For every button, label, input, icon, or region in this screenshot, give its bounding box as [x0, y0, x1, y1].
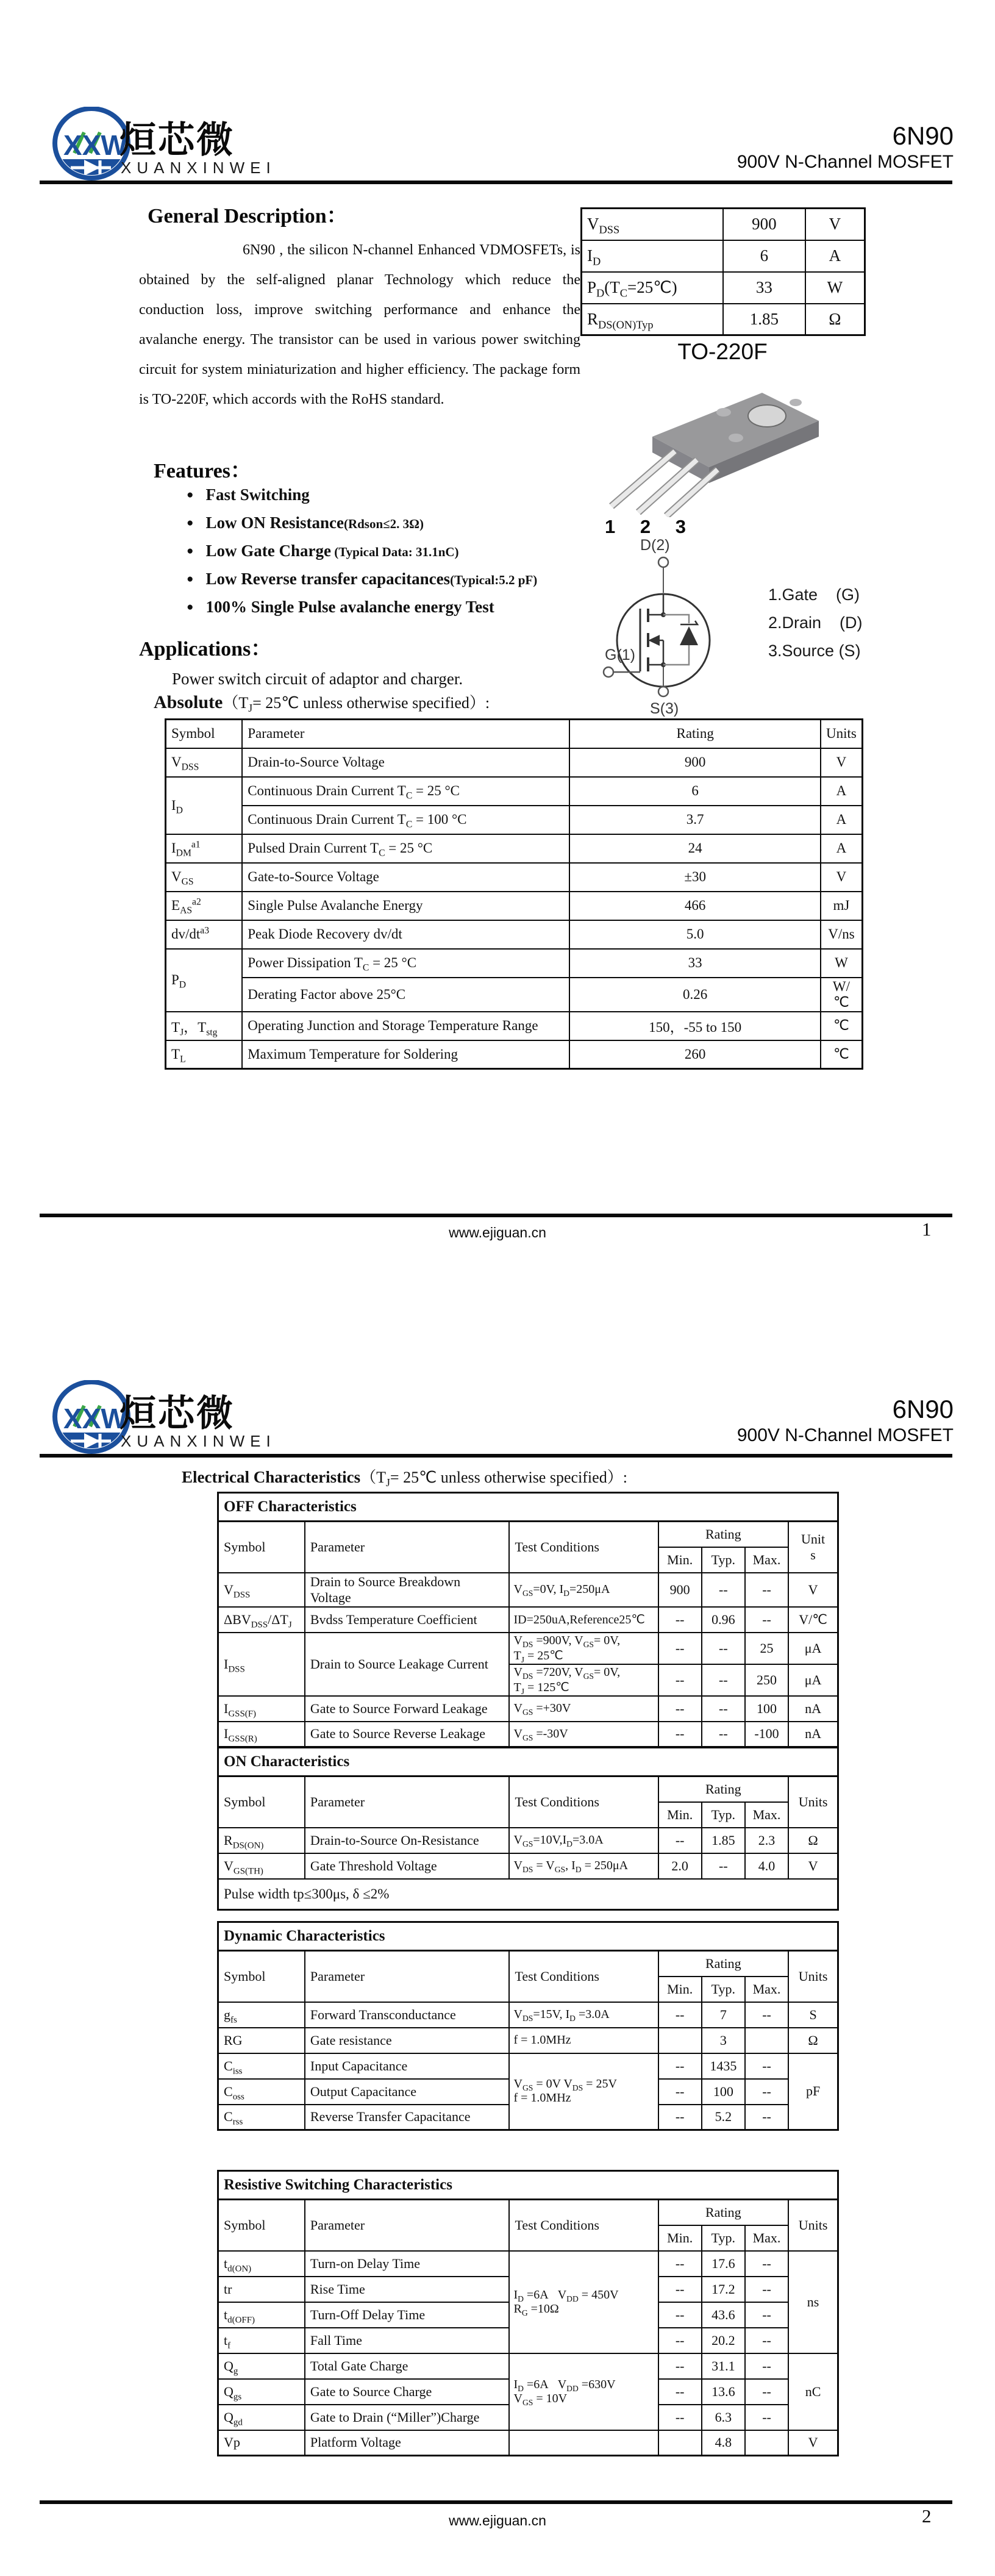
table-cell: --	[658, 1633, 702, 1664]
table-cell: Reverse Transfer Capacitance	[305, 2105, 510, 2130]
table-cell: Fall Time	[305, 2328, 510, 2353]
table-cell: --	[745, 2053, 788, 2079]
footer-divider	[40, 2500, 952, 2504]
table-cell: Max.	[745, 1802, 788, 1828]
table-cell: V/ns	[821, 920, 863, 949]
table-cell: Rating	[658, 2200, 789, 2225]
table-cell: 900	[569, 748, 820, 777]
table-cell: --	[702, 1633, 745, 1664]
table-cell: $V_{DS}=15V$, $I_D =3.0A$	[509, 2002, 658, 2028]
table-cell: --	[658, 2302, 702, 2328]
table-cell: 100	[702, 2079, 745, 2105]
table-cell: --	[658, 2002, 702, 2028]
table-cell: 900	[658, 1573, 702, 1607]
table-section-title: Resistive Switching Characteristics	[218, 2171, 838, 2200]
table-cell: --	[745, 2405, 788, 2430]
table-cell: Min.	[658, 1977, 702, 2002]
bullet-icon: ●	[187, 517, 194, 529]
page-number: 1	[922, 1218, 932, 1240]
pin-description: 2.Drain (D)	[768, 614, 863, 632]
table-cell: $C_{iss}$	[218, 2053, 305, 2079]
table-cell: --	[658, 2053, 702, 2079]
feature-item: ● Low Reverse transfer capacitances(Typical:5.2 pF)	[187, 570, 538, 588]
table-cell: Gate to Drain (“Miller”)Charge	[305, 2405, 510, 2430]
table-cell: $I_D =6A$ $V_{DD} =630V$ $V_{GS} = 10V$	[509, 2353, 658, 2430]
table-cell: Parameter	[242, 720, 569, 748]
table-cell: $C_{rss}$	[218, 2105, 305, 2130]
table-cell: $t_{d(OFF)}$	[218, 2302, 305, 2328]
table-cell: Min.	[658, 1802, 702, 1828]
table-cell: 4.0	[745, 1853, 788, 1879]
package-image	[582, 377, 844, 520]
table-cell: W	[805, 272, 865, 304]
brand-chinese: 烜芯微	[119, 120, 235, 160]
table-cell: Platform Voltage	[305, 2430, 510, 2456]
table-cell: Continuous Drain Current $T_C = 25$ °C	[242, 777, 569, 806]
feature-item: ● Low Gate Charge (Typical Data: 31.1nC)	[187, 542, 459, 560]
electrical-characteristics-heading: Electrical $Characteristics(T_J=$ 25℃ unless otherwise specified）:	[182, 1468, 627, 1489]
pin-description-list	[768, 581, 863, 665]
table-cell: Gate-to-Source Voltage	[242, 863, 569, 892]
footer-url: www.ejiguan.cn	[449, 2513, 546, 2528]
table-cell: Max.	[745, 1547, 788, 1573]
on-characteristics-table	[217, 1747, 839, 1911]
table-cell: Turn-Off Delay Time	[305, 2302, 510, 2328]
footer-url: www.ejiguan.cn	[449, 1225, 546, 1240]
table-cell: Gate resistance	[305, 2028, 510, 2053]
table-cell: Gate to Source Charge	[305, 2379, 510, 2405]
table-cell: Parameter	[305, 1776, 510, 1828]
table-cell: Test Conditions	[509, 2200, 658, 2251]
table-cell: Rating	[658, 1951, 789, 1977]
table-cell: --	[745, 2105, 788, 2130]
table-cell: Derating Factor above 25°C	[242, 978, 569, 1012]
table-cell: ±30	[569, 863, 820, 892]
features-title: Features：	[154, 460, 251, 482]
table-cell: Parameter	[305, 2200, 510, 2251]
table-cell: 6	[569, 777, 820, 806]
table-cell: $C_{oss}$	[218, 2079, 305, 2105]
table-cell: --	[745, 2277, 788, 2302]
table-cell: $I_{GSS(R)}$	[218, 1722, 305, 1747]
table-cell: Parameter	[305, 1522, 510, 1573]
table-cell: $V_{DSS}$	[582, 209, 724, 240]
table-cell: $V_{DSS}$	[218, 1573, 305, 1607]
part-number: 6N90	[892, 1395, 954, 1423]
table-cell: V	[805, 209, 865, 240]
table-cell: W	[821, 949, 863, 978]
general-description-title: General Description：	[148, 205, 348, 227]
table-cell: 466	[569, 892, 820, 920]
table-cell: Units	[788, 1776, 838, 1828]
logo-letters: XXW	[63, 1403, 127, 1434]
applications-text: Power switch circuit of adaptor and charger.	[172, 670, 463, 688]
table-cell: $I_D$	[166, 777, 243, 834]
package-name: TO-220F	[677, 339, 768, 364]
table-cell: --	[658, 1664, 702, 1696]
table-cell: $R_{DS(ON)}$	[218, 1828, 305, 1853]
table-cell: Drain to Source Leakage Current	[305, 1633, 510, 1696]
table-cell: Units	[788, 1951, 838, 2002]
table-cell: 3	[702, 2028, 745, 2053]
table-cell: 24	[569, 834, 820, 863]
table-cell: Maximum Temperature for Soldering	[242, 1040, 569, 1069]
features-list	[187, 485, 537, 626]
header-divider	[40, 181, 952, 184]
table-cell: 2.0	[658, 1853, 702, 1879]
table-cell: 1.85	[723, 304, 805, 335]
table-cell: $Q_{gs}$	[218, 2379, 305, 2405]
bullet-icon: ●	[187, 488, 194, 501]
table-cell: μA	[788, 1664, 838, 1696]
table-cell: Rating	[569, 720, 820, 748]
table-cell: ℃	[821, 1012, 863, 1040]
table-cell: 33	[569, 949, 820, 978]
table-cell: Gate to Source Forward Leakage	[305, 1696, 510, 1722]
table-section-title: Dynamic Characteristics	[218, 1922, 838, 1951]
table-cell: $t_f$	[218, 2328, 305, 2353]
table-cell: $R_{DS(ON)Typ}$	[582, 304, 724, 335]
pin-description: 3.Source (S)	[768, 642, 861, 660]
table-cell: Gate to Source Reverse Leakage	[305, 1722, 510, 1747]
table-cell: Drain-to-Source Voltage	[242, 748, 569, 777]
table-cell: 5.2	[702, 2105, 745, 2130]
table-cell: 260	[569, 1040, 820, 1069]
table-cell: V	[788, 1573, 838, 1607]
bullet-icon: ●	[187, 601, 194, 614]
table-cell: Symbol	[218, 1776, 305, 1828]
table-cell: $V_{DS} =900V$, $V_{GS}= 0V$, $T_J$ = 25℃	[509, 1633, 658, 1664]
brand-english: XUANXINWEI	[121, 1432, 276, 1450]
quick-ratings-table	[580, 207, 866, 336]
table-cell: $I_D =6A$ $V_{DD} = 450V$ $R_G =10\Omega$	[509, 2251, 658, 2353]
feature-item: ● 100% Single Pulse avalanche energy Test	[187, 598, 494, 616]
table-cell: $t_{d(ON)}$	[218, 2251, 305, 2277]
table-cell	[745, 2028, 788, 2053]
table-cell: 4.8	[702, 2430, 745, 2456]
table-cell	[658, 2028, 702, 2053]
table-cell: 25	[745, 1633, 788, 1664]
package-pin-numbers: 1 2 3	[605, 516, 696, 537]
table-cell: Test Conditions	[509, 1522, 658, 1573]
table-cell: mJ	[821, 892, 863, 920]
table-cell: W/℃	[821, 978, 863, 1012]
table-cell: Min.	[658, 1547, 702, 1573]
dynamic-characteristics-table	[217, 1921, 839, 2131]
brand-english: XUANXINWEI	[121, 159, 276, 177]
table-cell: Gate Threshold Voltage	[305, 1853, 510, 1879]
table-cell: --	[658, 2079, 702, 2105]
table-cell: $P_D$	[166, 949, 243, 1012]
table-cell: 7	[702, 2002, 745, 2028]
table-cell: $dv/dt^{a3}$	[166, 920, 243, 949]
table-cell: μA	[788, 1633, 838, 1664]
table-cell: Test Conditions	[509, 1951, 658, 2002]
table-cell: Operating Junction and Storage Temperature Range	[242, 1012, 569, 1040]
table-cell: $V_{GS}$	[166, 863, 243, 892]
brand-chinese: 烜芯微	[119, 1393, 235, 1434]
table-cell: ns	[788, 2251, 838, 2353]
table-cell: V	[788, 1853, 838, 1879]
table-cell: Typ.	[702, 2225, 745, 2251]
general-description-text: 6N90 , the silicon N-channel Enhanced VDMOSFETs, is obtained by the self-aligned planar Technology which reduce the conduction loss, improve switching performance and enhance the avalanche energy. The transistor can be used in various power switching circuit for system miniaturization and higher efficiency. The package form is TO-220F, which accords with the RoHS standard.	[139, 242, 580, 407]
table-cell: A	[821, 806, 863, 834]
table-cell: V	[821, 863, 863, 892]
bullet-icon: ●	[187, 573, 194, 585]
table-cell: $V_{GS} = 0V$ $V_{DS} = 25V$ f = 1.0MHz	[509, 2053, 658, 2130]
table-cell: --	[658, 2405, 702, 2430]
table-cell: Typ.	[702, 1547, 745, 1573]
table-cell: --	[745, 2251, 788, 2277]
table-cell: --	[658, 2277, 702, 2302]
footer-divider	[40, 1214, 952, 1217]
part-number: 6N90	[892, 121, 954, 150]
table-cell: 1435	[702, 2053, 745, 2079]
table-cell: 250	[745, 1664, 788, 1696]
table-cell: --	[745, 2079, 788, 2105]
table-cell: 33	[723, 272, 805, 304]
mosfet-symbol	[567, 537, 756, 723]
table-cell: f = 1.0MHz	[509, 2028, 658, 2053]
table-cell: $Q_g$	[218, 2353, 305, 2379]
table-cell: --	[658, 1696, 702, 1722]
table-cell: --	[745, 2353, 788, 2379]
off-characteristics-table	[217, 1492, 839, 1748]
table-cell: Units	[821, 720, 863, 748]
feature-item: ● Fast Switching	[187, 485, 310, 504]
table-cell: Pulsed Drain Current $T_C = 25$ °C	[242, 834, 569, 863]
table-cell: 100	[745, 1696, 788, 1722]
table-cell: Drain to Source Breakdown Voltage	[305, 1573, 510, 1607]
part-subtitle: 900V N-Channel MOSFET	[736, 1425, 954, 1445]
table-cell: A	[821, 777, 863, 806]
table-cell: --	[658, 2353, 702, 2379]
table-cell: ID=250uA,Reference25℃	[509, 1607, 658, 1633]
table-cell: Bvdss Temperature Coefficient	[305, 1607, 510, 1633]
table-cell: Turn-on Delay Time	[305, 2251, 510, 2277]
table-cell: $E_{AS}^{a2}$	[166, 892, 243, 920]
table-cell: $\Delta BV_{DSS}/\Delta T_J$	[218, 1607, 305, 1633]
source-pin-label: S(3)	[650, 700, 679, 717]
table-cell: Vp	[218, 2430, 305, 2456]
table-cell: --	[702, 1722, 745, 1747]
table-cell: $V_{DS} = V_{GS}$, $I_D = 250\mu A$	[509, 1853, 658, 1879]
bullet-icon: ●	[187, 545, 194, 557]
table-cell: $Q_{gd}$	[218, 2405, 305, 2430]
table-cell: 150，-55 to 150	[569, 1012, 820, 1040]
logo-letters: XXW	[63, 129, 127, 161]
table-cell: --	[745, 2379, 788, 2405]
table-cell: $I_{GSS(F)}$	[218, 1696, 305, 1722]
table-cell: --	[658, 2251, 702, 2277]
resistive-switching-characteristics-table	[217, 2170, 839, 2456]
header-part-block	[737, 122, 954, 174]
table-cell: 0.26	[569, 978, 820, 1012]
table-cell: Typ.	[702, 1802, 745, 1828]
table-cell: --	[745, 1573, 788, 1607]
header-divider	[40, 1454, 952, 1458]
table-cell: Test Conditions	[509, 1776, 658, 1828]
absolute-ratings-heading: $Absolute(T_J=$ 25℃ unless otherwise specified）:	[154, 692, 490, 715]
table-cell: 6.3	[702, 2405, 745, 2430]
table-cell: $g_{fs}$	[218, 2002, 305, 2028]
table-cell: $V_{GS} =-30V$	[509, 1722, 658, 1747]
table-cell: nA	[788, 1696, 838, 1722]
page-number: 2	[922, 2505, 932, 2527]
table-cell: --	[702, 1696, 745, 1722]
table-cell: Continuous Drain Current $T_C = 100$ °C	[242, 806, 569, 834]
table-cell: Symbol	[218, 2200, 305, 2251]
table-cell: --	[745, 2002, 788, 2028]
table-cell: nC	[788, 2353, 838, 2430]
table-cell: Single Pulse Avalanche Energy	[242, 892, 569, 920]
table-cell: --	[658, 2379, 702, 2405]
table-cell: S	[788, 2002, 838, 2028]
table-cell: V	[788, 2430, 838, 2456]
table-cell: -100	[745, 1722, 788, 1747]
table-cell: Max.	[745, 1977, 788, 2002]
table-cell: 1.85	[702, 1828, 745, 1853]
table-cell: 900	[723, 209, 805, 240]
table-cell: --	[658, 1722, 702, 1747]
table-cell: 6	[723, 240, 805, 272]
datasheet-page-2	[0, 1288, 995, 2576]
table-cell: Output Capacitance	[305, 2079, 510, 2105]
pin-description: 1.Gate (G)	[768, 585, 860, 604]
table-cell: Forward Transconductance	[305, 2002, 510, 2028]
table-cell: RG	[218, 2028, 305, 2053]
table-cell: Total Gate Charge	[305, 2353, 510, 2379]
table-cell: 20.2	[702, 2328, 745, 2353]
table-cell	[509, 2430, 658, 2456]
table-cell: Drain-to-Source On-Resistance	[305, 1828, 510, 1853]
part-subtitle: 900V N-Channel MOSFET	[736, 152, 954, 172]
table-cell: A	[805, 240, 865, 272]
table-cell	[745, 2430, 788, 2456]
table-cell: Symbol	[218, 1522, 305, 1573]
applications-title: Applications：	[139, 638, 272, 660]
table-cell: 17.2	[702, 2277, 745, 2302]
absolute-ratings-table	[165, 718, 863, 1070]
table-cell: $I_D$	[582, 240, 724, 272]
table-cell: A	[821, 834, 863, 863]
table-cell: Parameter	[305, 1951, 510, 2002]
table-cell: $V_{GS}=0V$, $I_D=250\mu A$	[509, 1573, 658, 1607]
table-cell: Max.	[745, 2225, 788, 2251]
table-cell: 3.7	[569, 806, 820, 834]
table-cell: --	[658, 1607, 702, 1633]
table-cell: 31.1	[702, 2353, 745, 2379]
feature-item: ● Low ON Resistance(Rdson≤2. 3Ω)	[187, 513, 424, 532]
table-cell: Min.	[658, 2225, 702, 2251]
table-cell: --	[745, 2302, 788, 2328]
table-cell: Power Dissipation $T_C = 25$ °C	[242, 949, 569, 978]
table-cell: 17.6	[702, 2251, 745, 2277]
table-cell	[658, 2430, 702, 2456]
gate-pin-label: G(1)	[605, 646, 635, 664]
table-section-title: ON Characteristics	[218, 1748, 838, 1776]
table-cell: $V_{GS}=10V,I_D=3.0A$	[509, 1828, 658, 1853]
table-cell: V/℃	[788, 1607, 838, 1633]
table-cell: Rating	[658, 1776, 789, 1802]
table-cell: Typ.	[702, 1977, 745, 2002]
table-cell: --	[702, 1853, 745, 1879]
table-cell: --	[702, 1664, 745, 1696]
table-cell: 2.3	[745, 1828, 788, 1853]
table-cell: $P_D(T_C=25℃)$	[582, 272, 724, 304]
header-part-block	[737, 1395, 954, 1448]
table-cell: Ω	[805, 304, 865, 335]
table-cell: $V_{DSS}$	[166, 748, 243, 777]
table-cell: --	[745, 2328, 788, 2353]
table-cell: $I_{DM}^{a1}$	[166, 834, 243, 863]
table-cell: nA	[788, 1722, 838, 1747]
table-cell: 43.6	[702, 2302, 745, 2328]
table-cell: Units	[788, 2200, 838, 2251]
table-cell: $I_{DSS}$	[218, 1633, 305, 1696]
table-cell: 5.0	[569, 920, 820, 949]
table-cell: Ω	[788, 2028, 838, 2053]
table-cell: Rise Time	[305, 2277, 510, 2302]
table-cell: 0.96	[702, 1607, 745, 1633]
table-cell: Rating	[658, 1522, 789, 1547]
table-cell: $V_{GS(TH)}$	[218, 1853, 305, 1879]
table-cell: Peak Diode Recovery dv/dt	[242, 920, 569, 949]
table-cell: --	[702, 1573, 745, 1607]
table-cell: $V_{DS} =720V$, $V_{GS}= 0V$, $T_J$ = 125℃	[509, 1664, 658, 1696]
table-cell: --	[658, 2105, 702, 2130]
table-cell: Symbol	[218, 1951, 305, 2002]
table-cell: Ω	[788, 1828, 838, 1853]
table-cell: --	[658, 2328, 702, 2353]
table-cell: Symbol	[166, 720, 243, 748]
table-cell: Unit s	[788, 1522, 838, 1573]
table-cell: tr	[218, 2277, 305, 2302]
table-cell: $T_L$	[166, 1040, 243, 1069]
table-cell: Pulse width tp≤300μs, δ ≤2%	[218, 1879, 838, 1910]
table-cell: $T_J$，$T_{stg}$	[166, 1012, 243, 1040]
table-cell: V	[821, 748, 863, 777]
table-section-title: OFF Characteristics	[218, 1493, 838, 1522]
table-cell: $V_{GS} =+30V$	[509, 1696, 658, 1722]
table-cell: ℃	[821, 1040, 863, 1069]
table-cell: pF	[788, 2053, 838, 2130]
table-cell: --	[745, 1607, 788, 1633]
table-cell: --	[658, 1828, 702, 1853]
table-cell: Input Capacitance	[305, 2053, 510, 2079]
drain-pin-label: D(2)	[640, 537, 670, 554]
table-cell: 13.6	[702, 2379, 745, 2405]
